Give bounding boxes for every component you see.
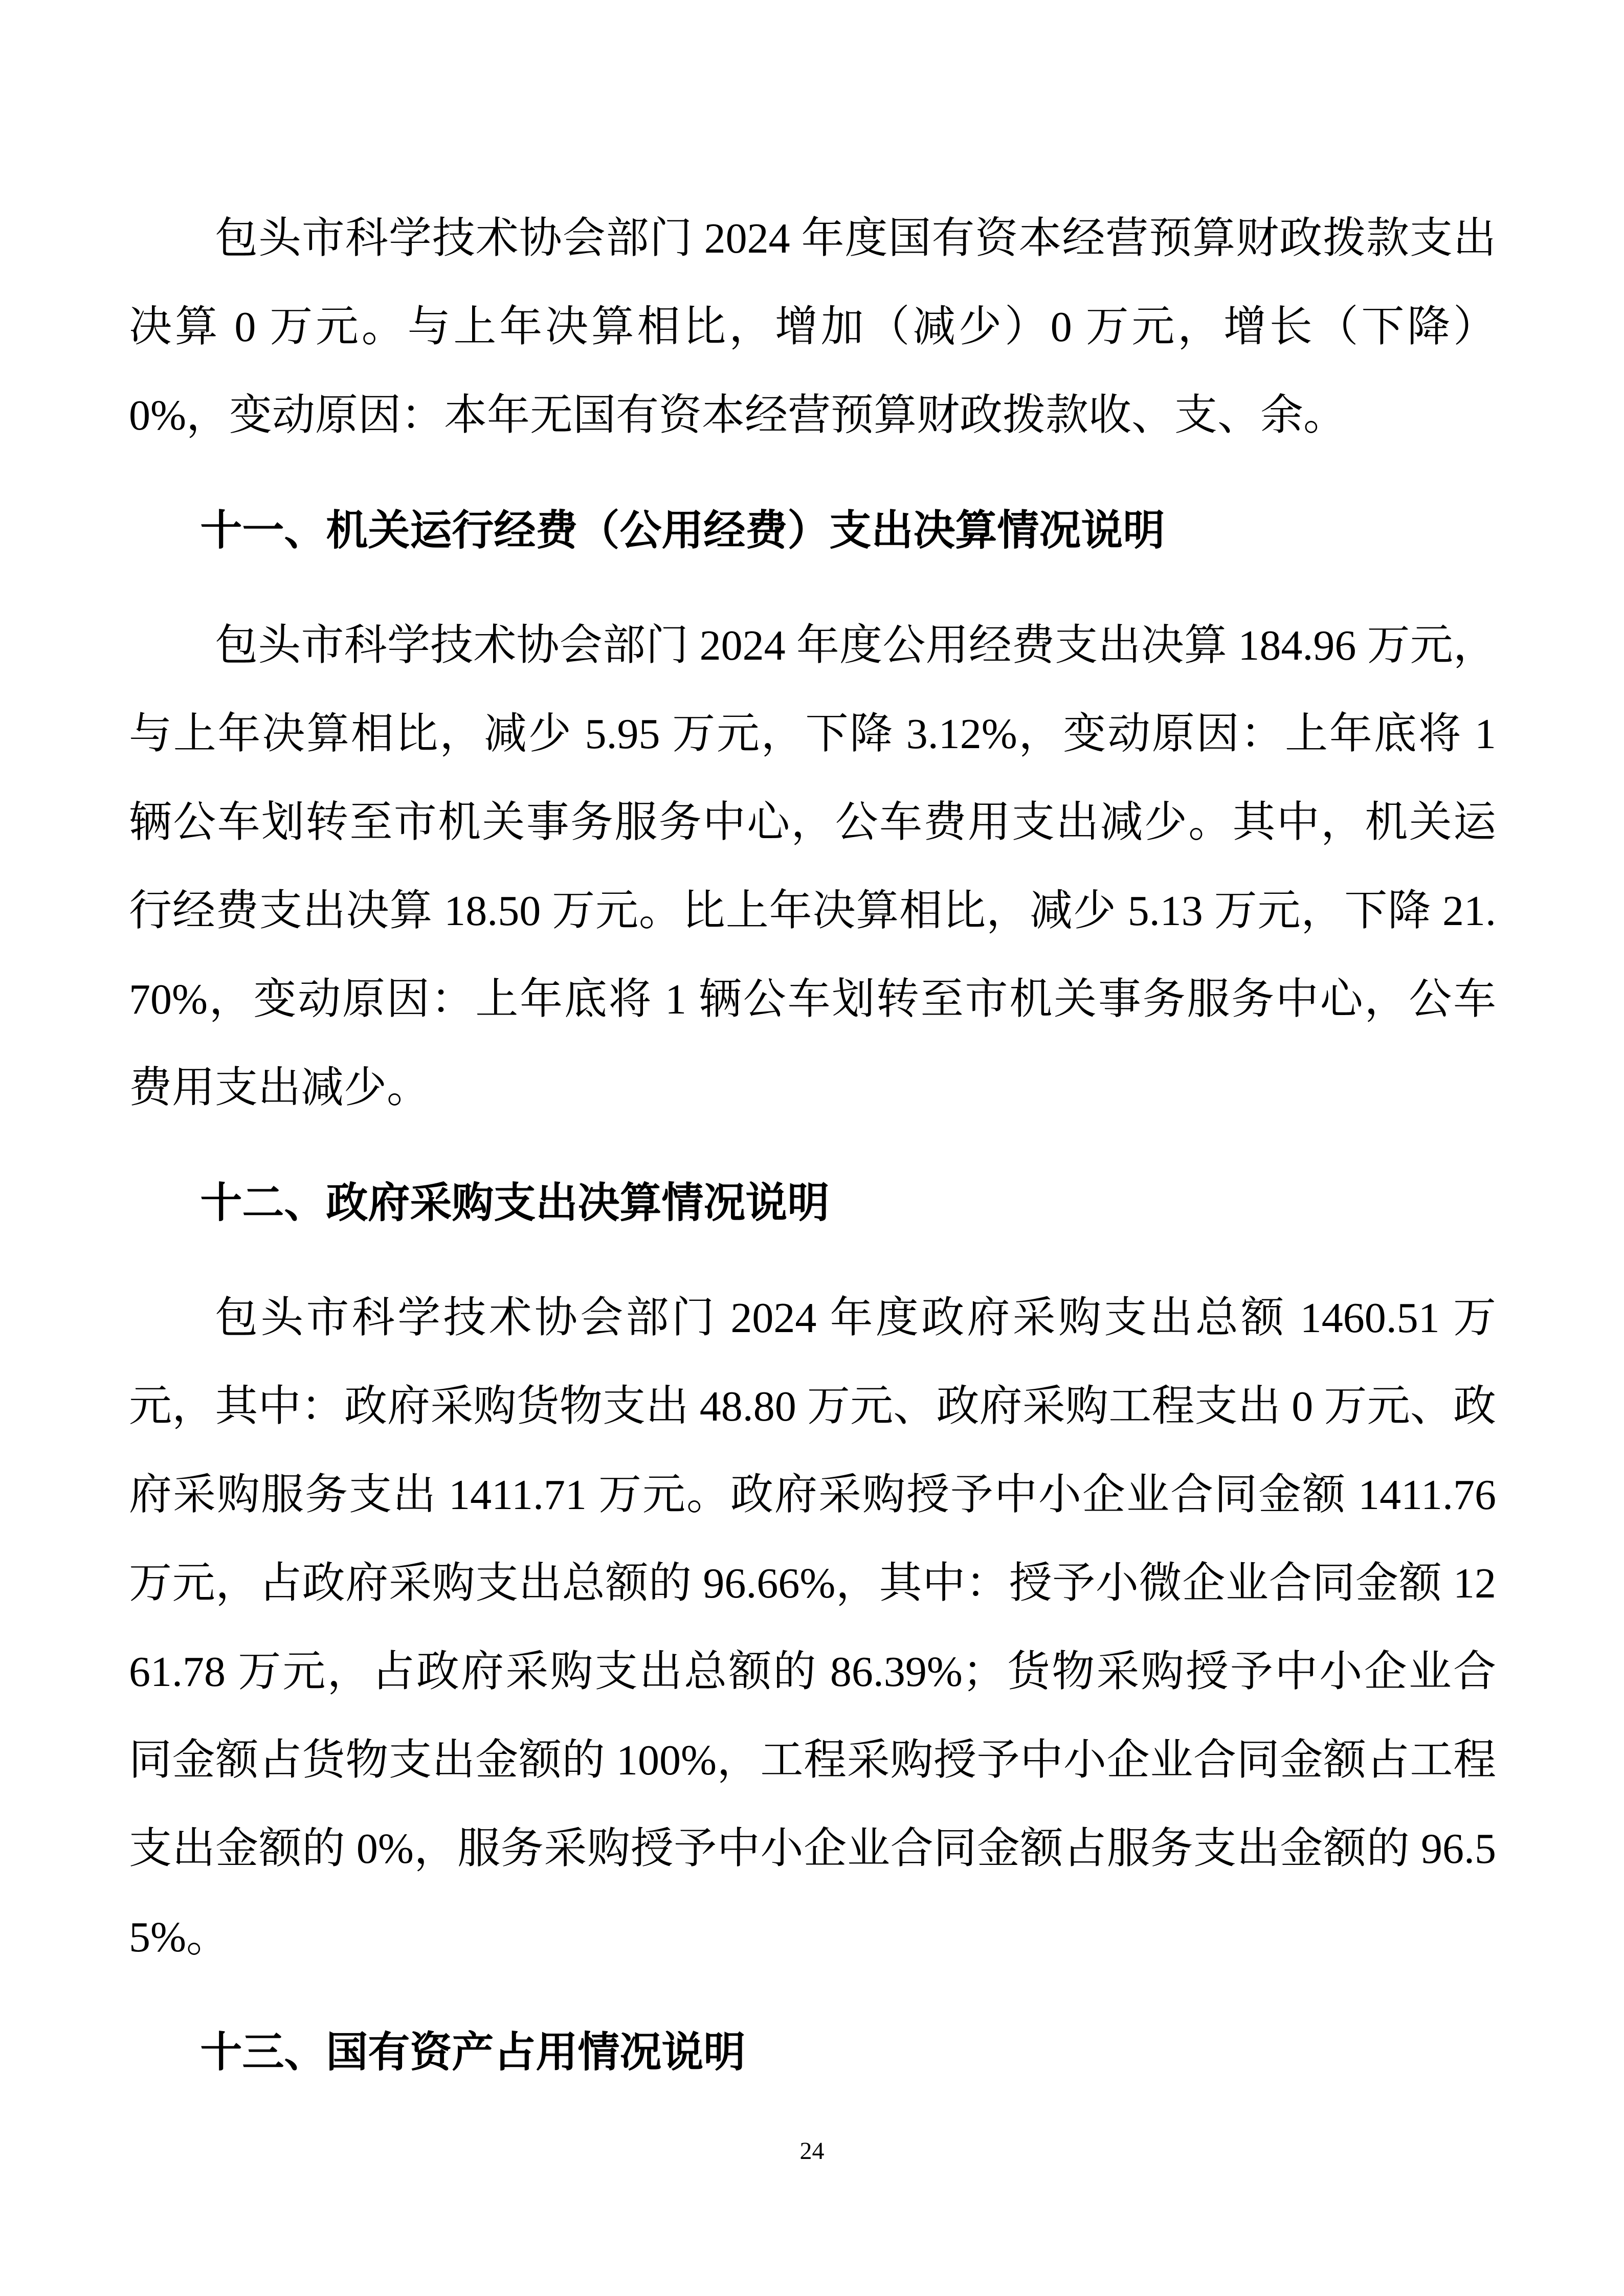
paragraph-operating-expenses-detail: 包头市科学技术协会部门 2024 年度公用经费支出决算 184.96 万元，与上年决算相比，减少 5.95 万元，下降 3.12%，变动原因：上年底将 1 辆公车划转至市机关事务服务中心，公车费用支出减少。其中，机关运行经费支出决算 18.50 万元。比上年决算相比，减少 5.13 万元，下降 21.70%，变动原因：上年底将 1 辆公车划转至市机关事务服务中心，公车费用支出减少。 — [129, 622, 1496, 1112]
heading-section-11-agency-operating-expenses: 十一、机关运行经费（公用经费）支出决算情况说明 — [200, 507, 1165, 554]
paragraph-state-capital-budget-expenditure: 包头市科学技术协会部门 2024 年度国有资本经营预算财政拨款支出决算 0 万元。与上年决算相比，增加（减少）0 万元，增长（下降）0%，变动原因：本年无国有资本经营预算财政拨款收、支、余。 — [129, 215, 1496, 439]
page-number: 24 — [799, 2137, 825, 2165]
heading-section-12-government-procurement: 十二、政府采购支出决算情况说明 — [200, 1180, 830, 1226]
paragraph-government-procurement-detail: 包头市科学技术协会部门 2024 年度政府采购支出总额 1460.51 万元，其中：政府采购货物支出 48.80 万元、政府采购工程支出 0 万元、政府采购服务支出 1411.71 万元。政府采购授予中小企业合同金额 1411.76 万元，占政府采购支出总额的 96.66%，其中：授予小微企业合同金额 1261.78 万元，占政府采购支出总额的 86.39%；货物采购授予中小企业合同金额占货物支出金额的 100%，工程采购授予中小企业合同金额占工程支出金额的 0%，服务采购授予中小企业合同金额占服务支出金额的 96.55%。 — [129, 1294, 1496, 1961]
heading-section-13-state-owned-assets: 十三、国有资产占用情况说明 — [200, 2029, 746, 2076]
document-body — [129, 194, 1496, 2123]
